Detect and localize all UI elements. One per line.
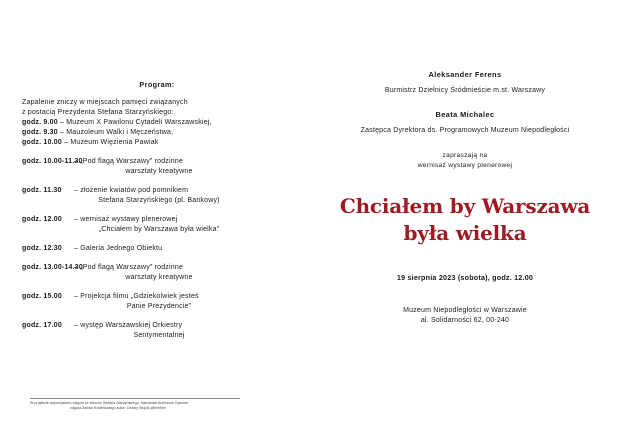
invite-line-2: wernisaż wystawy plenerowej <box>417 162 513 169</box>
invitation-panel <box>330 70 600 326</box>
event-line-2: warsztaty kreatywne <box>125 274 193 281</box>
event-item <box>22 321 292 341</box>
event-item <box>22 186 292 206</box>
footnote-line-2: zdjęcia Zamku Królewskiego autor: Cezary Wojcik @mmfilm <box>70 406 166 410</box>
stop-text: – Mauzoleum Walki i Męczeństwa, <box>57 129 174 136</box>
intro-line-1: Zapalenie zniczy w miejscach pamięci związanych <box>22 99 188 106</box>
venue-line-1: Muzeum Niepodległości w Warszawie <box>403 307 527 314</box>
stop-time: godz. 9.30 <box>22 129 58 136</box>
event-item <box>22 263 292 283</box>
event-date: 19 sierpnia 2023 (sobota), godz. 12.00 <box>396 273 534 282</box>
event-item <box>22 292 292 312</box>
stop-time: godz. 10.00 <box>22 139 62 146</box>
exhibition-title-line-2: była wielka <box>403 221 527 245</box>
invite-text <box>330 151 600 171</box>
event-time: godz. 11.30 <box>22 187 62 194</box>
event-item <box>22 157 292 177</box>
host-2-role: Zastępca Dyrektora ds. Programowych Muzeum Niepodległości <box>360 127 570 134</box>
event-item <box>22 215 292 235</box>
event-time: godz. 10.00-11.30 <box>22 158 83 165</box>
invite-line-1: zapraszają na <box>442 152 488 159</box>
event-time: godz. 17.00 <box>22 322 62 329</box>
event-line-1: – występ Warszawskiej Orkiestry <box>74 322 183 329</box>
footnote-divider <box>30 398 240 399</box>
stop-text: – Muzeum Więzienia Pawiak <box>61 139 159 146</box>
event-time: godz. 15.00 <box>22 293 62 300</box>
venue <box>330 306 600 326</box>
host-2-name: Beata Michalec <box>435 110 495 119</box>
event-line-1: – złożenie kwiatów pod pomnikiem <box>74 187 189 194</box>
stop-item <box>22 138 292 148</box>
event-item <box>22 244 292 254</box>
program-title: Program: <box>139 80 175 89</box>
event-line-1: – Projekcja filmu „Gdziekolwiek jesteś <box>74 293 199 300</box>
event-line-1: – „Pod flagą Warszawy” rodzinne <box>74 264 184 271</box>
program-panel <box>22 80 292 341</box>
event-time: godz. 12.30 <box>22 245 62 252</box>
stop-text: – Muzeum X Pawilonu Cytadeli Warszawskiej, <box>57 119 212 126</box>
stop-item <box>22 118 292 128</box>
stop-time: godz. 9.00 <box>22 119 58 126</box>
event-time: godz. 13.00-14.30 <box>22 264 83 271</box>
event-line-1: – Galeria Jednego Obiektu <box>74 245 163 252</box>
event-line-2: warsztaty kreatywne <box>125 168 193 175</box>
program-intro <box>22 98 292 118</box>
exhibition-title <box>330 193 600 247</box>
footnote-line-1: W projekcie wykorzystano zdjęcia ze zbiorów Stefana Starzyńskiego, Narodowe Archiwum Cyfrowe, <box>30 401 189 405</box>
host-1-name: Aleksander Ferens <box>428 70 502 79</box>
event-line-2: Panie Prezydencie” <box>126 303 192 310</box>
exhibition-title-line-1: Chciałem by Warszawa <box>339 194 591 218</box>
footnote <box>30 401 250 411</box>
host-1-role: Burmistrz Dzielnicy Śródmieście m.st. Warszawy <box>384 87 546 94</box>
intro-line-2: z postacią Prezydenta Stefana Starzyńskiego: <box>22 109 174 116</box>
event-line-2: „Chciałem by Warszawa była wielka” <box>98 226 220 233</box>
stop-item <box>22 128 292 138</box>
event-line-1: – wernisaż wystawy plenerowej <box>74 216 178 223</box>
event-line-2: Stefana Starzyńskiego (pl. Bankowy) <box>98 197 220 204</box>
event-line-1: – „Pod flagą Warszawy” rodzinne <box>74 158 184 165</box>
venue-line-2: al. Solidarności 62, 00-240 <box>420 317 510 324</box>
event-line-2: Sentymentalnej <box>133 332 185 339</box>
event-time: godz. 12.00 <box>22 216 62 223</box>
